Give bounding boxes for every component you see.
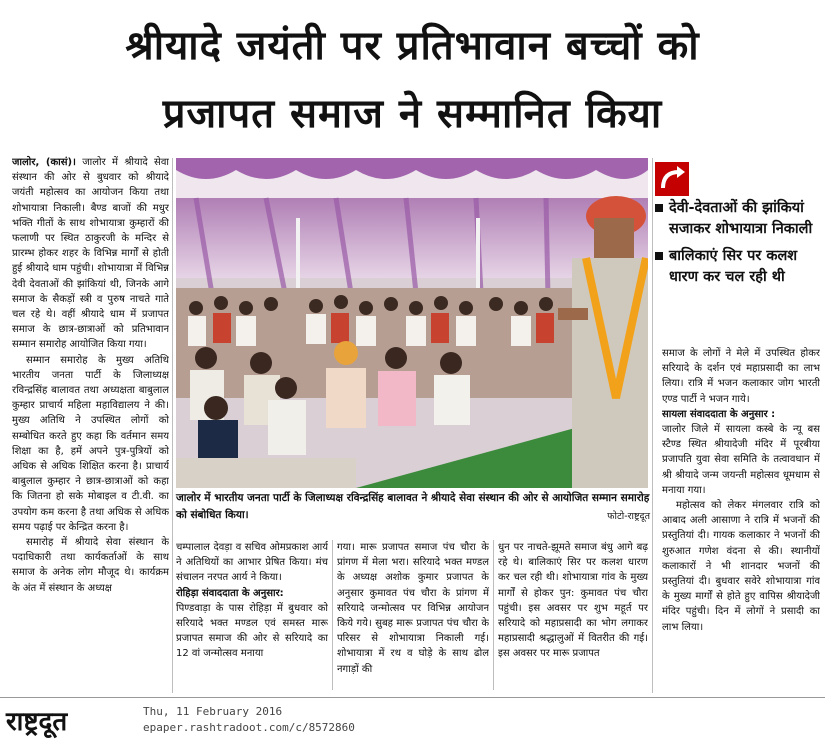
news-photo — [176, 158, 648, 488]
photo-credit: फोटो-राष्ट्रदूत — [607, 511, 650, 522]
article-column-5 — [662, 346, 820, 696]
footer — [0, 697, 825, 739]
dateline: जालोर, (कासं)। — [12, 157, 76, 168]
paragraph: चम्पालाल देवड़ा व सचिव ओमप्रकाश आर्य ने अतिथियों का आभार प्रेषित किया। मंच संचालन नरपत आर्य ने किया। — [176, 542, 328, 584]
paragraph: धुन पर नाचते-झूमते समाज बंधु आगे बढ़ रहे थे। बालिकाएं सिर पर कलश धारण कर चल रही थी। शोभायात्रा गांव के मुख्य मार्गों से होकर पुन: कुमावत पंच चौरा पहुंची। इस अवसर पर शुभ महूर्त पर सरियादे को महाप्रसादी का भोग लगाकर महाप्रसादी श्रद्धालुओं में वितरीत की गई। इस अवसर पर मारू प्रजापत — [498, 542, 648, 660]
highlights-list — [655, 198, 823, 294]
edition-meta — [143, 704, 355, 736]
column-rule — [652, 158, 653, 693]
edition-date: Thu, 11 February 2016 — [143, 705, 283, 718]
newspaper-logo: राष्ट्रदूत — [6, 707, 68, 737]
highlights-box — [655, 162, 823, 342]
highlight-item: बालिकाएं सिर पर कलश धारण कर चल रही थी — [655, 246, 823, 288]
article-column-1 — [12, 155, 169, 695]
paragraph: समाज के लोगों ने मेले में उपस्थित होकर सरियादे के दर्शन एवं महाप्रसादी का लाभ लिया। रात्रि में भजन कलाकार जोग भारती एण्ड पार्टी ने भजन गाये। — [662, 348, 820, 405]
article-column-2 — [176, 540, 328, 696]
column-rule — [332, 540, 333, 690]
highlight-item: देवी-देवताओं की झांकियां सजाकर शोभायात्रा निकाली — [655, 198, 823, 240]
curved-arrow-icon — [655, 162, 689, 196]
paragraph: पिण्डवाड़ा के पास रोहिड़ा में बुधवार को सरियादे भक्त मण्डल एवं समस्त मारू प्रजापत समाज की ओर से सरियादे का 12 वां जन्मोत्सव मनाया — [176, 602, 328, 660]
subheading: रोहिड़ा संवाददाता के अनुसार: — [176, 587, 284, 599]
subheading: सायला संवाददाता के अनुसार : — [662, 408, 776, 420]
paragraph: जालोर, (कासं)। जालोर में श्रीयादे सेवा संस्थान की ओर से बुधवार को श्रीयादे जयंती महोत्सव का आयोजन किया तथा शोभायात्रा निकाली। बैण्ड बाजों की मधुर भक्ति गीतों के साथ शोभायात्रा कुम्हारों की फलाणी पर स्थित ठाकुरजी के मन्दिर से प्रारम्भ होकर शहर के विभिन्न मार्गों से होती हुई श्रीयादे धाम पहुंची। शोभायात्रा में विभिन्न देवी देवताओं की झांकियां थी, जिनके आगे समाज के सैकड़ों स्त्री व पुरुष नाचते गाते चल रहे थे। वहीं श्रीयादे धाम में प्रजापत समाज के छात्र-छात्राओं को प्रतिभावान सम्मान समारोह आयोजित किया गया। — [12, 157, 169, 351]
bullet-square-icon — [655, 204, 663, 212]
paragraph: सम्मान समारोह के मुख्य अतिथि भारतीय जनता पार्टी के जिलाध्यक्ष रविन्द्रसिंह बालावत तथा अध्यक्षता बाबुलाल कुम्हार प्राचार्य महिला महाविद्यालय ने की। मुख्य अतिथि ने उपस्थित लोगों को सम्बोधित करते हुए कहा कि वर्तमान समय शिक्षा का है, हमें अपने पुत्र-पुत्रियों को अधिक से अधिक शिक्षित करना है। प्राचार्य बाबुलाल कुम्हार ने छात्र-छात्राओं को कहा कि जितना हो सके मोबाइल व टी.वी. का उपयोग कम करना है तथा अधिक से अधिक समय पढ़ाई पर केन्द्रित करना है। — [12, 354, 169, 533]
headline — [0, 0, 825, 152]
paragraph: जालोर जिले में सायला कस्बे के न्यू बस स्टैण्ड स्थित श्रीयादेजी मंदिर में पूरबीया प्रजापति युवा सेवा समिति के तत्वावधान में श्री श्रीयादे जन्म जयन्ती महोत्सव धूमधाम से मनाया गया। — [662, 424, 820, 496]
photo-caption — [176, 490, 650, 525]
headline-line-1: श्रीयादे जयंती पर प्रतिभावान बच्चों को — [125, 23, 700, 69]
paragraph: महोत्सव को लेकर मंगलवार रात्रि को आबाद अली आसाणा ने रात्रि में भजनों की प्रस्तुतियां दी। गायक कलाकार ने भजनों की शुरुआत गणेश वंदना से की। स्थानीयों कलाकारों ने भी शानदार भजनों की प्रस्तुतियां दी। बुधवार सवेरे शोभायात्रा गांव के मुख्य मार्गों से होते हुए वापिस श्रीयादेजी मंदिर पहुंची। दिन में लोगों ने प्रसादी का लाभ लिया। — [662, 500, 820, 633]
headline-line-2: प्रजापत समाज ने सम्मानित किया — [162, 91, 663, 137]
paragraph: समारोह में श्रीयादे सेवा संस्थान के पदाधिकारी तथा कार्यकर्ताओं के साथ समाज के अनेक लोग मौजूद थे। कार्यक्रम के अंत में संस्थान के अध्यक्ष — [12, 537, 169, 594]
bullet-square-icon — [655, 252, 663, 260]
caption-text: जालोर में भारतीय जनता पार्टी के जिलाध्यक्ष रविन्द्रसिंह बालावत ने श्रीयादे सेवा संस्थान की ओर से आयोजित सम्मान समारोह को संबोधित किया। — [176, 492, 650, 521]
article-column-3 — [337, 540, 489, 696]
epaper-link[interactable]: epaper.rashtradoot.com/c/8572860 — [143, 721, 355, 734]
paragraph: गया। मारू प्रजापत समाज पंच चौरा के प्रांगण में मेला भरा। सरियादे भक्त मण्डल के अध्यक्ष अशोक कुमार प्रजापत के अनुसार कुमावत पंच चौरा के प्रांगण में सरियादे जन्मोत्सव पर विभिन्न आयोजन किये गये। सुबह मारू प्रजापत पंच चौरा के परिसर से शोभायात्रा निकाली गई। शोभायात्रा में रथ व घोड़े के साथ ढोल नगाड़ों की — [337, 542, 489, 675]
column-rule — [172, 158, 173, 693]
article-column-4 — [498, 540, 648, 696]
column-rule — [493, 540, 494, 690]
